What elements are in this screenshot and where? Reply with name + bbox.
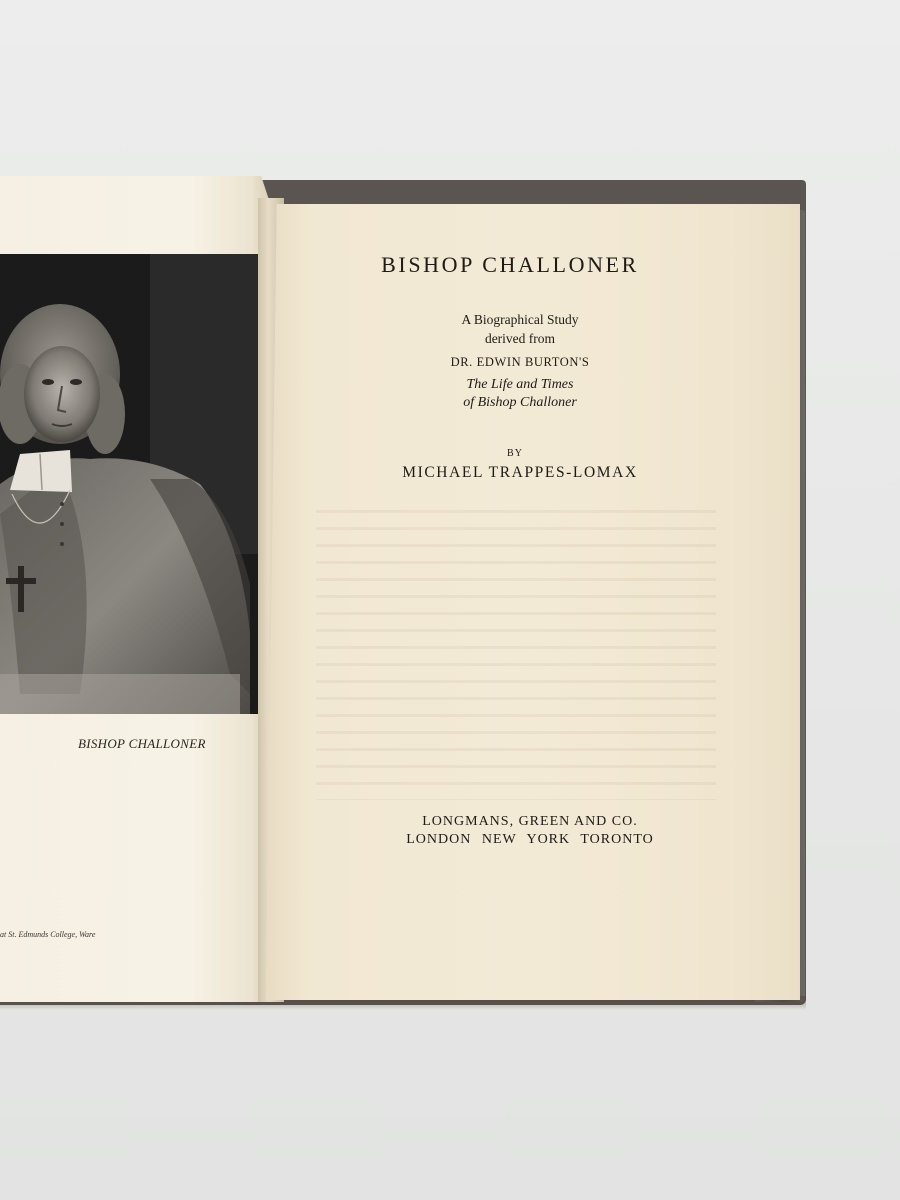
subtitle-line-3: DR. EDWIN BURTON'S (450, 355, 590, 369)
bishop-portrait-image (0, 254, 258, 714)
show-through-text (316, 510, 716, 800)
publisher-name: LONGMANS, GREEN AND CO. (422, 814, 638, 829)
subtitle-line-5: of Bishop Challoner (463, 395, 577, 410)
author-name: MICHAEL TRAPPES-LOMAX (402, 464, 638, 481)
book-title: BISHOP CHALLONER (381, 252, 639, 277)
portrait-credit: at St. Edmunds College, Ware (0, 930, 96, 939)
publisher-cities: LONDON NEW YORK TORONTO (406, 832, 654, 847)
by-label: BY (507, 448, 523, 459)
portrait-caption: BISHOP CHALLONER (78, 736, 206, 751)
subtitle-line-1: A Biographical Study (461, 312, 579, 327)
subtitle-line-4: The Life and Times (466, 377, 574, 392)
subtitle-line-2: derived from (484, 331, 556, 346)
